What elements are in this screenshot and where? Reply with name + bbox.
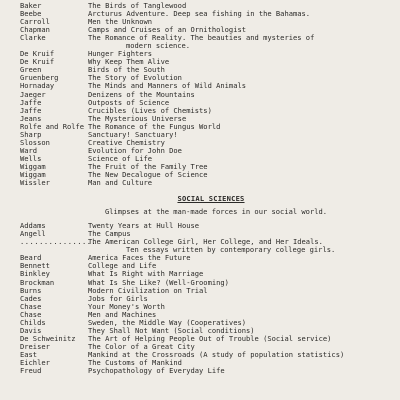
- entry-author: Bennett: [20, 261, 50, 271]
- entry-title: Science of Life: [88, 153, 153, 163]
- book-list-science: [20, 2, 392, 187]
- entry-author: Addams: [20, 221, 46, 231]
- entry-title: Modern Civilization on Trial: [88, 285, 208, 295]
- entry-author: Chapman: [20, 25, 50, 35]
- entry-title: Denizens of the Mountains: [88, 89, 195, 99]
- entry-author: Jaffe: [20, 105, 42, 115]
- entry-author: Freud: [20, 366, 42, 376]
- list-entry: [20, 50, 392, 58]
- list-entry: [20, 262, 392, 270]
- list-entry: [20, 335, 392, 343]
- entry-author: Carroll: [20, 17, 50, 27]
- entry-title: Camps and Cruises of an Ornithologist: [88, 25, 247, 35]
- list-entry: [20, 34, 392, 42]
- list-entry: [20, 10, 392, 18]
- list-entry: [20, 222, 392, 230]
- list-entry: [20, 131, 392, 139]
- entry-title: Your Money's Worth: [88, 301, 165, 311]
- entry-author: Wiggam: [20, 169, 46, 179]
- entry-title: The Mysterious Universe: [88, 113, 187, 123]
- entry-author: Chase: [20, 301, 42, 311]
- list-entry: [20, 139, 392, 147]
- entry-author: Wissler: [20, 178, 50, 188]
- list-entry: [20, 287, 392, 295]
- entry-author: De Kruif: [20, 49, 55, 59]
- list-entry: [20, 66, 392, 74]
- entry-title: What Is She Like? (Well-Grooming): [88, 277, 229, 287]
- list-entry: [20, 91, 392, 99]
- entry-title: Twenty Years at Hull House: [88, 221, 200, 231]
- list-entry: [20, 295, 392, 303]
- entry-author: Childs: [20, 317, 46, 327]
- entry-author: Eichler: [20, 357, 50, 367]
- list-entry: [20, 123, 392, 131]
- entry-title: America Faces the Future: [88, 253, 191, 263]
- entry-author: East: [20, 349, 38, 359]
- entry-title: Men and Machines: [88, 309, 157, 319]
- entry-title: Arcturus Adventure. Deep sea fishing in the Bahamas.: [88, 9, 311, 19]
- entry-title: The Romance of Reality. The beauties and mysteries of: [88, 33, 315, 43]
- entry-author: De Kruif: [20, 57, 55, 67]
- entry-author: Chase: [20, 309, 42, 319]
- list-entry: [20, 254, 392, 262]
- entry-author: Beard: [20, 253, 42, 263]
- entry-author: Brockman: [20, 277, 55, 287]
- entry-title: Outposts of Science: [88, 97, 170, 107]
- entry-author: Beebe: [20, 9, 42, 19]
- entry-title: Evolution for John Doe: [88, 145, 182, 155]
- entry-title: The Minds and Manners of Wild Animals: [88, 81, 247, 91]
- list-entry: [20, 246, 392, 254]
- entry-title: The New Decalogue of Science: [88, 169, 208, 179]
- entry-title: College and Life: [88, 261, 157, 271]
- entry-author: Wiggam: [20, 161, 46, 171]
- entry-author: Dreiser: [20, 341, 50, 351]
- entry-title: Crucibles (Lives of Chemists): [88, 105, 212, 115]
- reading-list: [20, 2, 392, 375]
- entry-title: The American College Girl, Her College, and Her Ideals.: [88, 237, 323, 247]
- entry-title: Psychopathology of Everyday Life: [88, 366, 225, 376]
- entry-author: Cades: [20, 293, 42, 303]
- entry-title: What Is Right with Marriage: [88, 269, 204, 279]
- entry-title: Birds of the South: [88, 65, 165, 75]
- entry-author: Ward: [20, 145, 38, 155]
- entry-author: Green: [20, 65, 42, 75]
- entry-title: Men the Unknown: [88, 17, 153, 27]
- entry-author: Baker: [20, 1, 42, 10]
- entry-title: The Story of Evolution: [88, 73, 182, 83]
- entry-title: modern science.: [126, 41, 191, 51]
- entry-author: Wells: [20, 153, 42, 163]
- entry-author: Sharp: [20, 129, 42, 139]
- entry-author: Jeans: [20, 113, 42, 123]
- entry-title: The Campus: [88, 229, 131, 239]
- entry-author: Angell: [20, 229, 46, 239]
- entry-author: Jaeger: [20, 89, 46, 99]
- list-entry: [20, 367, 392, 375]
- entry-author: Clarke: [20, 33, 46, 43]
- book-list-social-sciences: [20, 222, 392, 375]
- entry-title: Jobs for Girls: [88, 293, 148, 303]
- entry-title: Sweden, the Middle Way (Cooperatives): [88, 317, 247, 327]
- entry-title: Creative Chemistry: [88, 137, 165, 147]
- entry-title: The Birds of Tanglewood: [88, 1, 187, 10]
- list-entry: [20, 351, 392, 359]
- entry-title: The Art of Helping People Out of Trouble (Social service): [88, 333, 332, 343]
- entry-title: Hunger Fighters: [88, 49, 153, 59]
- list-entry: [20, 58, 392, 66]
- entry-author: Davis: [20, 325, 42, 335]
- entry-title: The Fruit of the Family Tree: [88, 161, 208, 171]
- list-entry: [20, 147, 392, 155]
- entry-author: Rolfe and Rolfe: [20, 121, 85, 131]
- entry-author: Gruenberg: [20, 73, 59, 83]
- list-entry: [20, 42, 392, 50]
- entry-author: Burns: [20, 285, 42, 295]
- entry-title: Why Keep Them Alive: [88, 57, 170, 67]
- entry-title: The Customs of Mankind: [88, 357, 182, 367]
- entry-author: De Schweinitz: [20, 333, 76, 343]
- entry-title: Mankind at the Crossroads (A study of population statistics): [88, 349, 345, 359]
- entry-author: Binkley: [20, 269, 50, 279]
- entry-title: Man and Culture: [88, 178, 153, 188]
- entry-title: The Color of a Great City: [88, 341, 195, 351]
- entry-author: Jaffe: [20, 97, 42, 107]
- entry-author: ................: [20, 237, 97, 247]
- section-heading: SOCIAL SCIENCES: [177, 194, 245, 204]
- list-entry: [20, 171, 392, 179]
- entry-author: Slosson: [20, 137, 50, 147]
- section-subtitle: Glimpses at the man-made forces in our social world.: [104, 207, 328, 217]
- entry-title: Sanctuary! Sanctuary!: [88, 129, 178, 139]
- entry-title: They Shall Not Want (Social conditions): [88, 325, 255, 335]
- list-entry: [20, 303, 392, 311]
- list-entry: [20, 107, 392, 115]
- entry-title: The Romance of the Fungus World: [88, 121, 221, 131]
- entry-author: Hornaday: [20, 81, 55, 91]
- entry-title: Ten essays written by contemporary college girls.: [126, 245, 336, 255]
- list-entry: [20, 82, 392, 90]
- list-entry: [20, 179, 392, 187]
